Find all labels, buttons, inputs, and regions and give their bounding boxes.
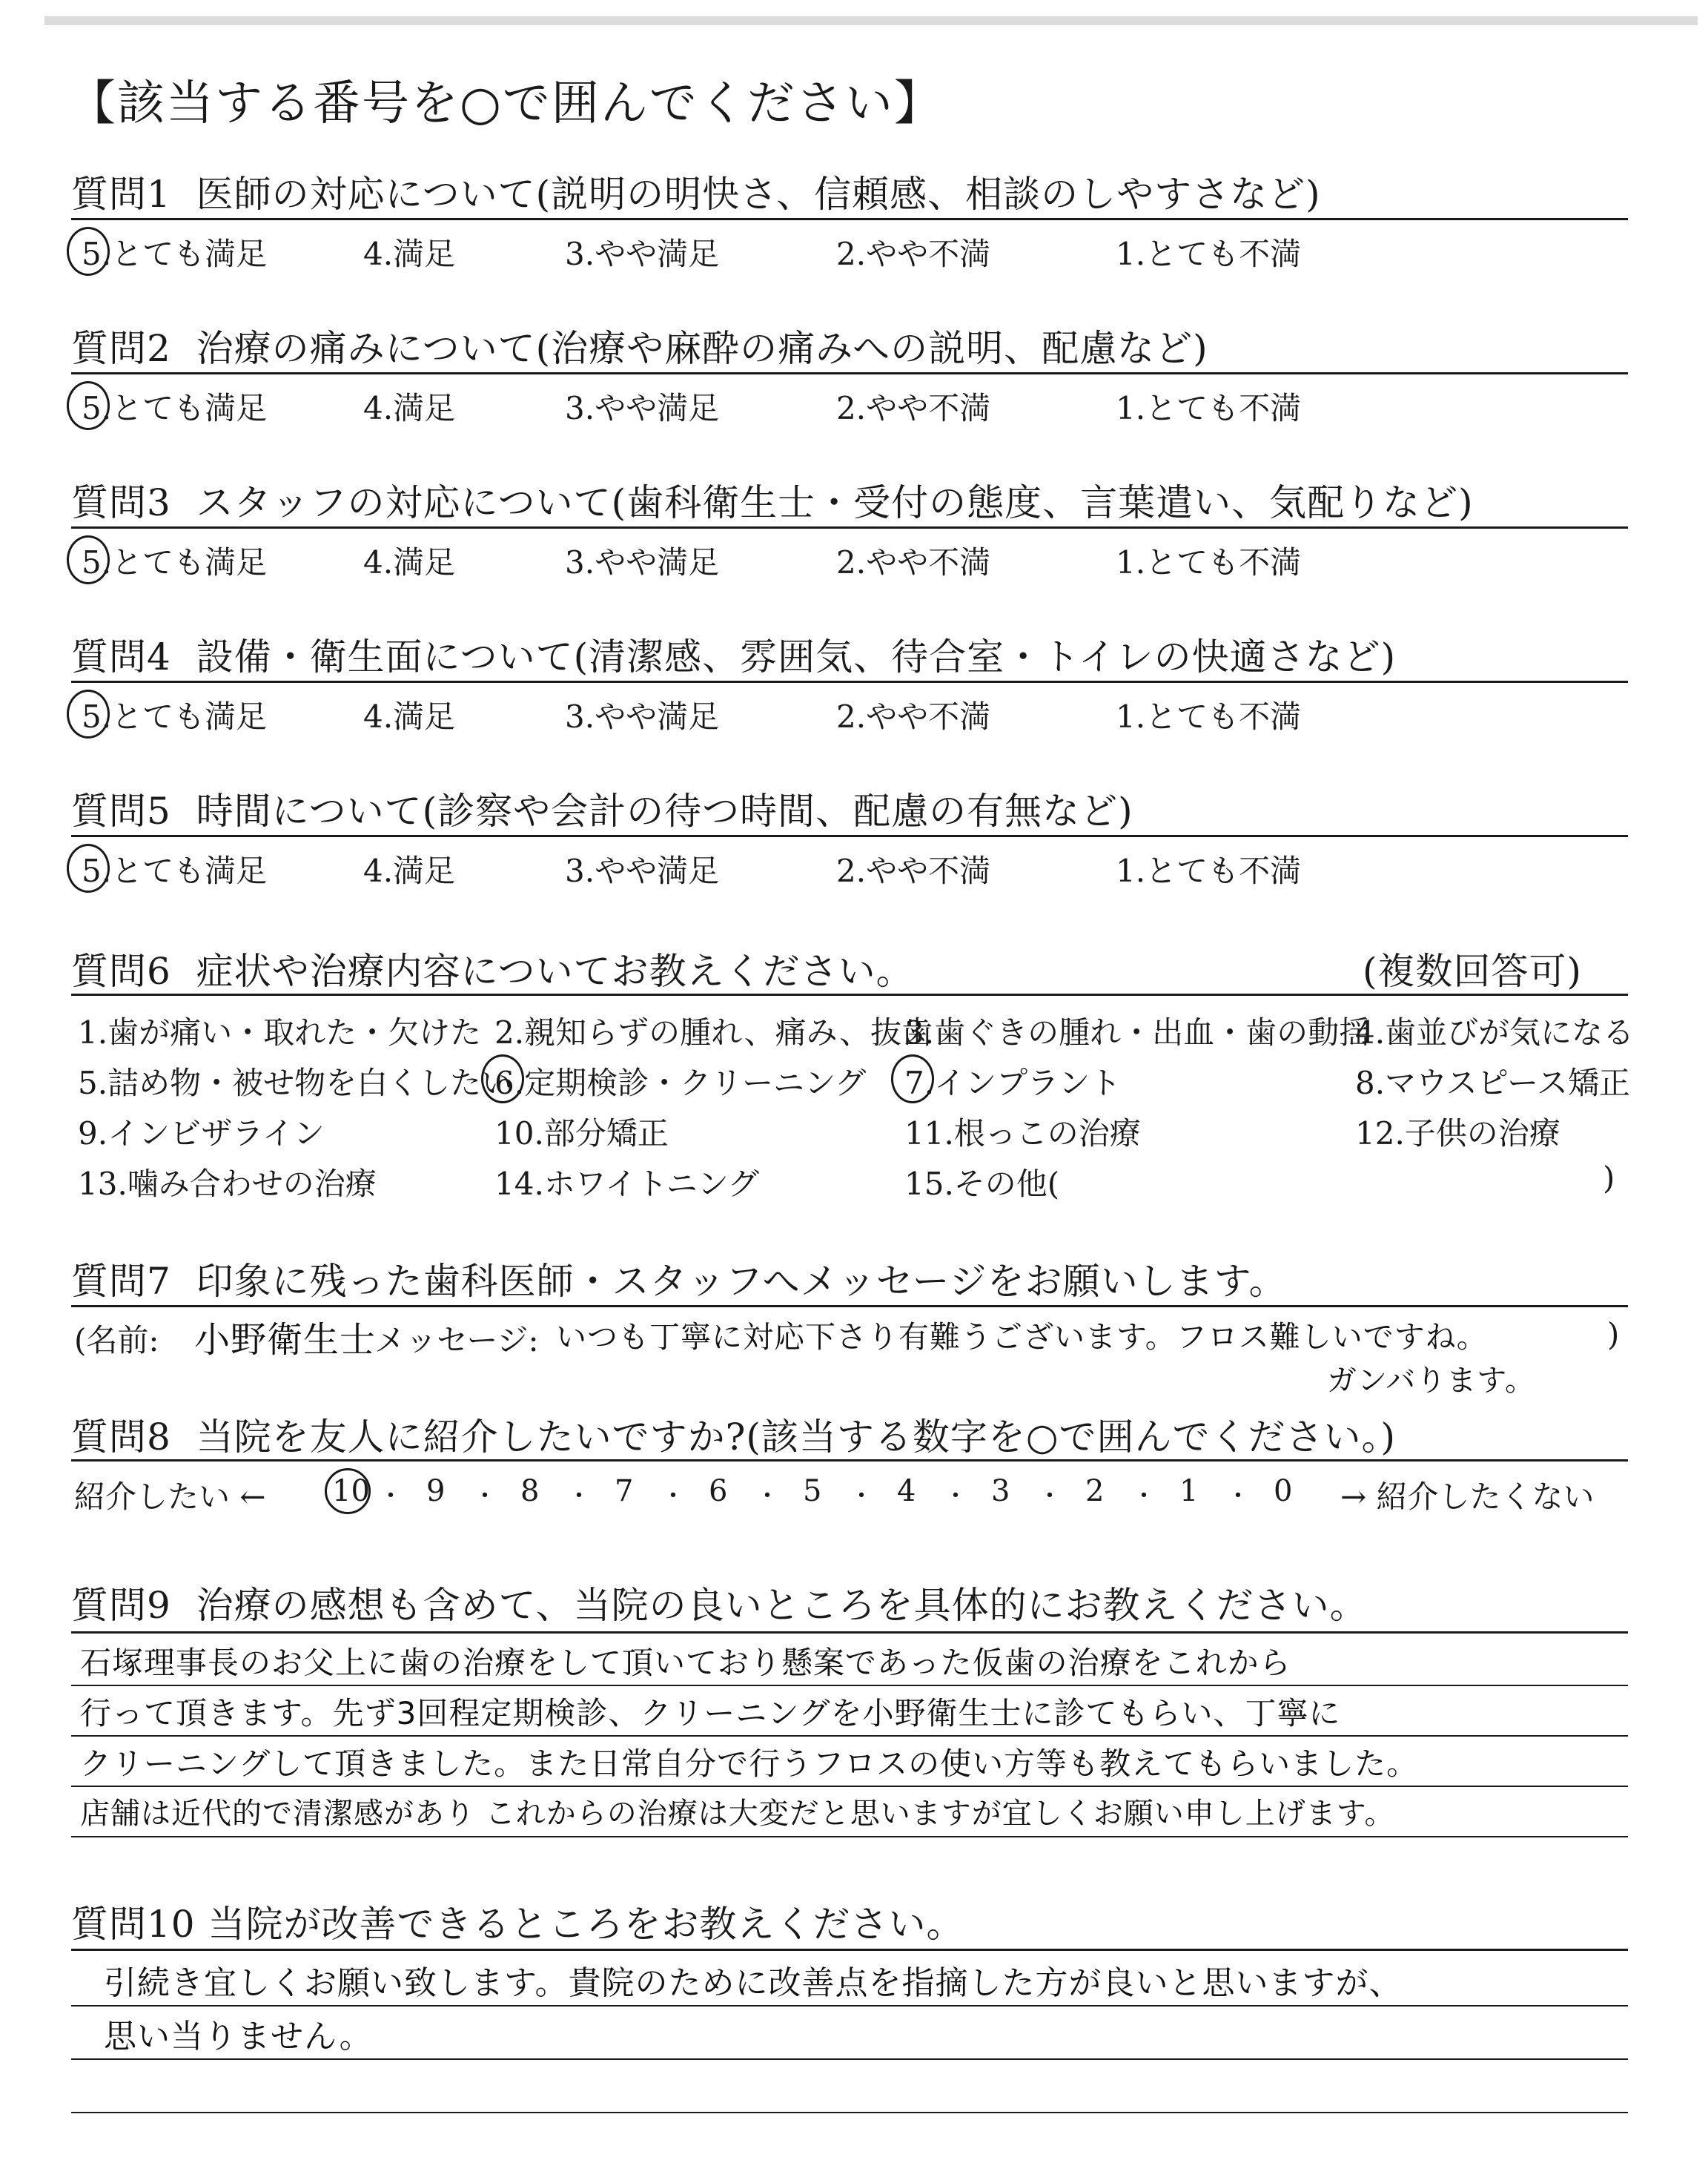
- q6-option[interactable]: 6.定期検診・クリーニング: [494, 1065, 867, 1101]
- writing-line: [71, 1735, 1628, 1737]
- question-rule: [71, 526, 1628, 529]
- handwritten-line: 石塚理事長のお父上に歯の治療をして頂いており懸案であった仮歯の治療をこれから: [80, 1645, 1291, 1681]
- question-text: 医師の対応について(説明の明快さ、信頼感、相談のしやすさなど): [196, 173, 1321, 216]
- rating-option[interactable]: 3.やや満足: [565, 544, 720, 581]
- selection-circle: [67, 690, 110, 739]
- rating-option[interactable]: 3.やや満足: [565, 236, 720, 272]
- question-label: 質問2: [71, 327, 171, 370]
- q6-option[interactable]: 14.ホワイトニング: [494, 1166, 760, 1202]
- selection-circle: [67, 844, 110, 893]
- q8-label: 質問8: [71, 1416, 171, 1459]
- writing-line: [71, 1786, 1628, 1787]
- scale-dot: ・: [1131, 1482, 1156, 1511]
- rating-option[interactable]: 1.とても不満: [1116, 390, 1302, 426]
- selection-circle: [325, 1468, 371, 1514]
- q6-option[interactable]: 3.歯ぐきの腫れ・出血・歯の動揺: [904, 1014, 1371, 1051]
- selection-circle: [67, 535, 110, 584]
- rating-option[interactable]: 4.満足: [363, 544, 456, 581]
- q8-scale-value[interactable]: 7: [615, 1474, 634, 1508]
- question-text: 治療の痛みについて(治療や麻酔の痛みへの説明、配慮など): [196, 327, 1208, 370]
- q7-suffix: ): [1607, 1316, 1620, 1353]
- q10-rule: [71, 1949, 1628, 1951]
- rating-option[interactable]: 3.やや満足: [565, 853, 720, 889]
- q8-scale-value[interactable]: 0: [1274, 1474, 1293, 1508]
- question-label: 質問4: [71, 635, 171, 678]
- rating-option[interactable]: 3.やや満足: [565, 698, 720, 735]
- rating-option[interactable]: 2.やや不満: [836, 544, 991, 581]
- q7-heading: [71, 1252, 1287, 1305]
- scale-dot: ・: [661, 1482, 686, 1511]
- q8-scale-value[interactable]: 6: [709, 1474, 728, 1508]
- handwritten-line: 引続き宜しくお願い致します。貴院のために改善点を指摘した方が良いと思いますが、: [104, 1964, 1403, 2002]
- q8-scale-value[interactable]: 5: [803, 1474, 822, 1508]
- q7-handwritten-line2: ガンバります。: [1327, 1364, 1535, 1398]
- rating-option[interactable]: 2.やや不満: [836, 853, 991, 889]
- q6-option[interactable]: 13.噛み合わせの治療: [78, 1166, 377, 1202]
- q6-option[interactable]: ): [1603, 1160, 1615, 1196]
- question-text: 設備・衛生面について(清潔感、雰囲気、待合室・トイレの快適さなど): [196, 635, 1397, 678]
- q8-right-label: → 紹介したくない: [1340, 1479, 1595, 1515]
- scale-dot: ・: [1225, 1482, 1251, 1511]
- q8-scale-value[interactable]: 10: [332, 1474, 370, 1508]
- q7-text: 印象に残った歯科医師・スタッフへメッセージをお願いします。: [196, 1260, 1287, 1303]
- q10-label: 質問10: [71, 1903, 196, 1946]
- q6-option[interactable]: 9.インビザライン: [78, 1115, 325, 1152]
- q7-label: 質問7: [71, 1260, 171, 1303]
- question-rule: [71, 372, 1628, 374]
- writing-line: [71, 2005, 1628, 2007]
- q10-text: 当院が改善できるところをお教えください。: [208, 1903, 964, 1946]
- q8-scale-value[interactable]: 4: [897, 1474, 916, 1508]
- q6-option[interactable]: 8.マウスピース矯正: [1355, 1065, 1631, 1101]
- handwritten-line: クリーニングして頂きました。また日常自分で行うフロスの使い方等も教えてもらいました。: [80, 1745, 1419, 1782]
- q6-option[interactable]: 1.歯が痛い・取れた・欠けた: [78, 1014, 482, 1051]
- writing-line: [71, 1685, 1628, 1686]
- scale-dot: ・: [1037, 1482, 1062, 1511]
- q9-heading: [71, 1576, 1368, 1629]
- q6-option[interactable]: 10.部分矯正: [494, 1115, 669, 1152]
- rating-option[interactable]: 5.とても満足: [82, 544, 268, 581]
- scale-dot: ・: [472, 1482, 497, 1511]
- rating-option[interactable]: 4.満足: [363, 390, 456, 426]
- q7-handwritten-line1: いつも丁寧に対応下さり有難うございます。フロス難しいですね。: [556, 1319, 1488, 1355]
- q8-text: 当院を友人に紹介したいですか?(該当する数字を○で囲んでください。): [196, 1416, 1397, 1459]
- q8-left-label: 紹介したい ←: [74, 1479, 266, 1515]
- selection-circle: [891, 1054, 934, 1103]
- scale-dot: ・: [378, 1482, 403, 1511]
- q8-heading: [71, 1407, 1396, 1461]
- q6-rule: [71, 994, 1628, 996]
- scale-dot: ・: [566, 1482, 592, 1511]
- question-5-heading: [71, 782, 1133, 835]
- scale-dot: ・: [943, 1482, 968, 1511]
- rating-option[interactable]: 5.とても満足: [82, 853, 268, 889]
- question-3-heading: [71, 473, 1474, 526]
- q6-label: 質問6: [71, 950, 171, 993]
- handwritten-line: 思い当りません。: [104, 2018, 373, 2055]
- selection-circle: [67, 227, 110, 276]
- q8-scale-value[interactable]: 3: [991, 1474, 1010, 1508]
- question-label: 質問1: [71, 173, 171, 216]
- q6-heading: [71, 942, 914, 995]
- q9-text: 治療の感想も含めて、当院の良いところを具体的にお教えください。: [196, 1584, 1368, 1627]
- question-rule: [71, 681, 1628, 683]
- rating-option[interactable]: 5.とても満足: [82, 390, 268, 426]
- q9-rule: [71, 1631, 1628, 1634]
- question-text: 時間について(診察や会計の待つ時間、配慮の有無など): [196, 790, 1133, 833]
- q10-heading: [71, 1895, 964, 1948]
- rating-option[interactable]: 5.とても満足: [82, 698, 268, 735]
- rating-option[interactable]: 2.やや不満: [836, 390, 991, 426]
- question-rule: [71, 218, 1628, 220]
- q6-option[interactable]: 7.インプラント: [904, 1065, 1122, 1101]
- page-title: 【該当する番号を○で囲んでください】: [68, 76, 943, 131]
- question-text: スタッフの対応について(歯科衛生士・受付の態度、言葉遣い、気配りなど): [196, 481, 1474, 524]
- q9-label: 質問9: [71, 1584, 171, 1627]
- question-2-heading: [71, 319, 1208, 372]
- rating-option[interactable]: 1.とても不満: [1116, 853, 1302, 889]
- rating-option[interactable]: 4.満足: [363, 698, 456, 735]
- rating-option[interactable]: 1.とても不満: [1116, 544, 1302, 581]
- q7-rule: [71, 1305, 1628, 1307]
- writing-line: [71, 2112, 1628, 2113]
- q8-scale-value[interactable]: 9: [426, 1474, 446, 1508]
- q8-rule: [71, 1459, 1628, 1462]
- selection-circle: [481, 1054, 524, 1103]
- q6-option[interactable]: 11.根っこの治療: [904, 1115, 1141, 1152]
- q7-prefix: (名前:: [74, 1322, 159, 1358]
- q6-text: 症状や治療内容についてお教えください。: [196, 950, 914, 993]
- question-label: 質問3: [71, 481, 171, 524]
- question-rule: [71, 835, 1628, 837]
- q8-scale-value[interactable]: 1: [1179, 1474, 1199, 1508]
- rating-option[interactable]: 2.やや不満: [836, 698, 991, 735]
- scale-dot: ・: [755, 1482, 780, 1511]
- question-label: 質問5: [71, 790, 171, 833]
- selection-circle: [67, 381, 110, 430]
- question-1-heading: [71, 165, 1321, 218]
- rating-option[interactable]: 1.とても不満: [1116, 698, 1302, 735]
- writing-line: [71, 2058, 1628, 2060]
- handwritten-line: 行って頂きます。先ず3回程定期検診、クリーニングを小野衛生士に診てもらい、丁寧に: [80, 1695, 1341, 1731]
- q6-option[interactable]: 4.歯並びが気になる: [1355, 1014, 1635, 1051]
- rating-option[interactable]: 4.満足: [363, 853, 456, 889]
- q6-option[interactable]: 2.親知らずの腫れ、痛み、抜歯: [494, 1014, 933, 1051]
- rating-option[interactable]: 1.とても不満: [1116, 236, 1302, 272]
- q6-option[interactable]: 5.詰め物・被せ物を白くしたい: [78, 1065, 513, 1101]
- scale-dot: ・: [849, 1482, 874, 1511]
- q7-handwritten-name: 小野衛生士: [194, 1319, 377, 1361]
- q6-option[interactable]: 12.子供の治療: [1355, 1115, 1560, 1152]
- top-border: [44, 16, 1698, 25]
- rating-option[interactable]: 2.やや不満: [836, 236, 991, 272]
- q6-option[interactable]: 15.その他(: [904, 1166, 1060, 1202]
- rating-option[interactable]: 5.とても満足: [82, 236, 268, 272]
- rating-option[interactable]: 3.やや満足: [565, 390, 720, 426]
- q8-scale-value[interactable]: 8: [520, 1474, 540, 1508]
- question-4-heading: [71, 627, 1396, 681]
- handwritten-line: 店舗は近代的で清潔感があり これからの治療は大変だと思いますが宜しくお願い申し上げます。: [80, 1797, 1395, 1831]
- rating-option[interactable]: 4.満足: [363, 236, 456, 272]
- q7-message-label: メッセージ:: [374, 1322, 539, 1358]
- q6-note: (複数回答可): [1363, 950, 1583, 993]
- q8-scale-value[interactable]: 2: [1085, 1474, 1105, 1508]
- writing-line: [71, 1836, 1628, 1837]
